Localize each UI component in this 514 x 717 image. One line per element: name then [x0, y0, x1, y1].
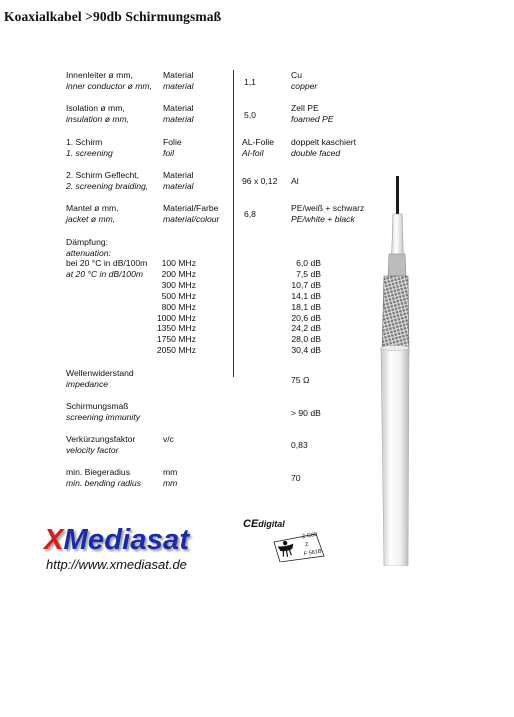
- document-title: Koaxialkabel >90db Schirmungsmaß: [4, 9, 222, 24]
- xmediasat-logo: [44, 524, 189, 557]
- screening-label-en: screening immunity: [66, 412, 141, 422]
- ce-digital-suffix: digital: [258, 519, 285, 529]
- bending-value: 70: [291, 473, 301, 483]
- impedance-label-de: Wellenwiderstand: [66, 368, 134, 378]
- screening-value: > 90 dB: [291, 408, 321, 418]
- spec-inner-result-de: Cu: [291, 70, 302, 80]
- attenuation-value: 30,4 dB: [291, 345, 321, 356]
- spec-inner-mat-de: Material: [163, 70, 194, 80]
- spec-screen1-label-de: 1. Schirm: [66, 137, 103, 147]
- bending-unit-de: mm: [163, 467, 178, 477]
- bending-label-de: min. Biegeradius: [66, 467, 131, 477]
- spec-insulation-mat-en: material: [163, 114, 194, 124]
- spec-screen1-label-en: 1. screening: [66, 148, 113, 158]
- spec-insulation-result-en: foamed PE: [291, 114, 334, 124]
- attenuation-frequency: 300 MHz: [161, 279, 196, 290]
- attenuation-value: 20,6 dB: [291, 312, 321, 323]
- bending-label-en: min. bending radius: [66, 478, 142, 488]
- spec-screen1-result-en: double faced: [291, 148, 341, 158]
- spec-braid-mat-de: Material: [163, 170, 194, 180]
- spec-screen1-mat-de: Folie: [163, 137, 182, 147]
- spec-jacket-label-de: Mantel ø mm,: [66, 203, 119, 213]
- spec-jacket-label-en: jacket ø mm,: [66, 214, 116, 224]
- attenuation-condition-en: at 20 °C in dB/100m: [66, 269, 144, 279]
- velocity-label-de: Verkürzungsfaktor: [66, 434, 136, 444]
- spec-insulation-label-de: Isolation ø mm,: [66, 103, 125, 113]
- attenuation-value: 18,1 dB: [291, 301, 321, 312]
- attenuation-value: 24,2 dB: [291, 323, 321, 334]
- attenuation-value: 28,0 dB: [291, 334, 321, 345]
- attenuation-frequency: 200 MHz: [161, 268, 196, 279]
- website-link[interactable]: http://www.xmediasat.de: [46, 557, 187, 572]
- velocity-label-en: velocity factor: [66, 445, 119, 455]
- spec-insulation-label-en: insulation ø mm,: [66, 114, 130, 124]
- attenuation-value: 14,1 dB: [291, 290, 321, 301]
- logo-text: Mediasat: [63, 524, 190, 556]
- attenuation-frequency: 2050 MHz: [156, 345, 196, 356]
- attenuation-value: 7,5 dB: [296, 268, 321, 279]
- attenuation-label-de: Dämpfung:: [66, 237, 109, 247]
- spec-jacket-mat-de: Material/Farbe: [163, 203, 219, 213]
- spec-screen1-value-de: AL-Folie: [242, 137, 274, 147]
- velocity-unit: v/c: [163, 434, 174, 444]
- spec-screen1-mat-en: foil: [163, 148, 174, 158]
- spec-jacket-result-de: PE/weiß + schwarz: [291, 203, 365, 213]
- spec-braid-label-en: 2. screening braiding,: [66, 181, 149, 191]
- attenuation-frequency: 1000 MHz: [156, 312, 196, 323]
- screening-label-de: Schirmungsmaß: [66, 401, 129, 411]
- stamp-line-2: Z: [304, 541, 309, 549]
- attenuation-frequency: 100 MHz: [161, 258, 196, 268]
- attenuation-value: 6,0 dB: [296, 258, 321, 268]
- spec-braid-value: 96 x 0,12: [242, 176, 278, 186]
- spec-inner-value: 1,1: [244, 77, 256, 87]
- spec-insulation-value: 5,0: [244, 110, 256, 120]
- impedance-value: 75 Ω: [291, 375, 310, 385]
- attenuation-frequency: 1750 MHz: [156, 334, 196, 345]
- stamp-line-3: F 561B: [303, 548, 323, 558]
- spec-insulation-result-de: Zell PE: [291, 103, 319, 113]
- velocity-value: 0,83: [291, 440, 308, 450]
- impedance-label-en: impedance: [66, 379, 109, 389]
- coax-cable-image: [366, 176, 410, 566]
- spec-braid-mat-en: material: [163, 181, 194, 191]
- spec-inner-label-de: Innenleiter ø mm,: [66, 70, 133, 80]
- spec-inner-result-en: copper: [291, 81, 318, 91]
- logo-x: X: [44, 524, 64, 556]
- attenuation-label-en: attenuation:: [66, 248, 111, 258]
- spec-jacket-value: 6,8: [244, 209, 256, 219]
- attenuation-frequency: 500 MHz: [161, 290, 196, 301]
- spec-screen1-result-de: doppelt kaschiert: [291, 137, 356, 147]
- spec-insulation-mat-de: Material: [163, 103, 194, 113]
- attenuation-value: 10,7 dB: [291, 279, 321, 290]
- ce-digital-mark: [243, 518, 285, 530]
- stamp-line-1: Z G68: [301, 531, 318, 541]
- attenuation-condition-de: bei 20 °C in dB/100m: [66, 258, 148, 268]
- ce-mark: CE: [243, 518, 259, 530]
- attenuation-frequency: 1350 MHz: [156, 323, 196, 334]
- spec-screen1-value-en: Al-foil: [242, 148, 264, 158]
- column-divider: [233, 70, 234, 377]
- spec-jacket-mat-en: material/colour: [163, 214, 220, 224]
- spec-braid-result: Al: [291, 176, 299, 186]
- spec-inner-label-en: inner conductor ø mm,: [66, 81, 152, 91]
- bending-unit-en: mm: [163, 478, 178, 488]
- spec-braid-label-de: 2. Schirm Geflecht,: [66, 170, 140, 180]
- attenuation-frequency: 800 MHz: [161, 301, 196, 312]
- spec-jacket-result-en: PE/white + black: [291, 214, 355, 224]
- spec-inner-mat-en: material: [163, 81, 194, 91]
